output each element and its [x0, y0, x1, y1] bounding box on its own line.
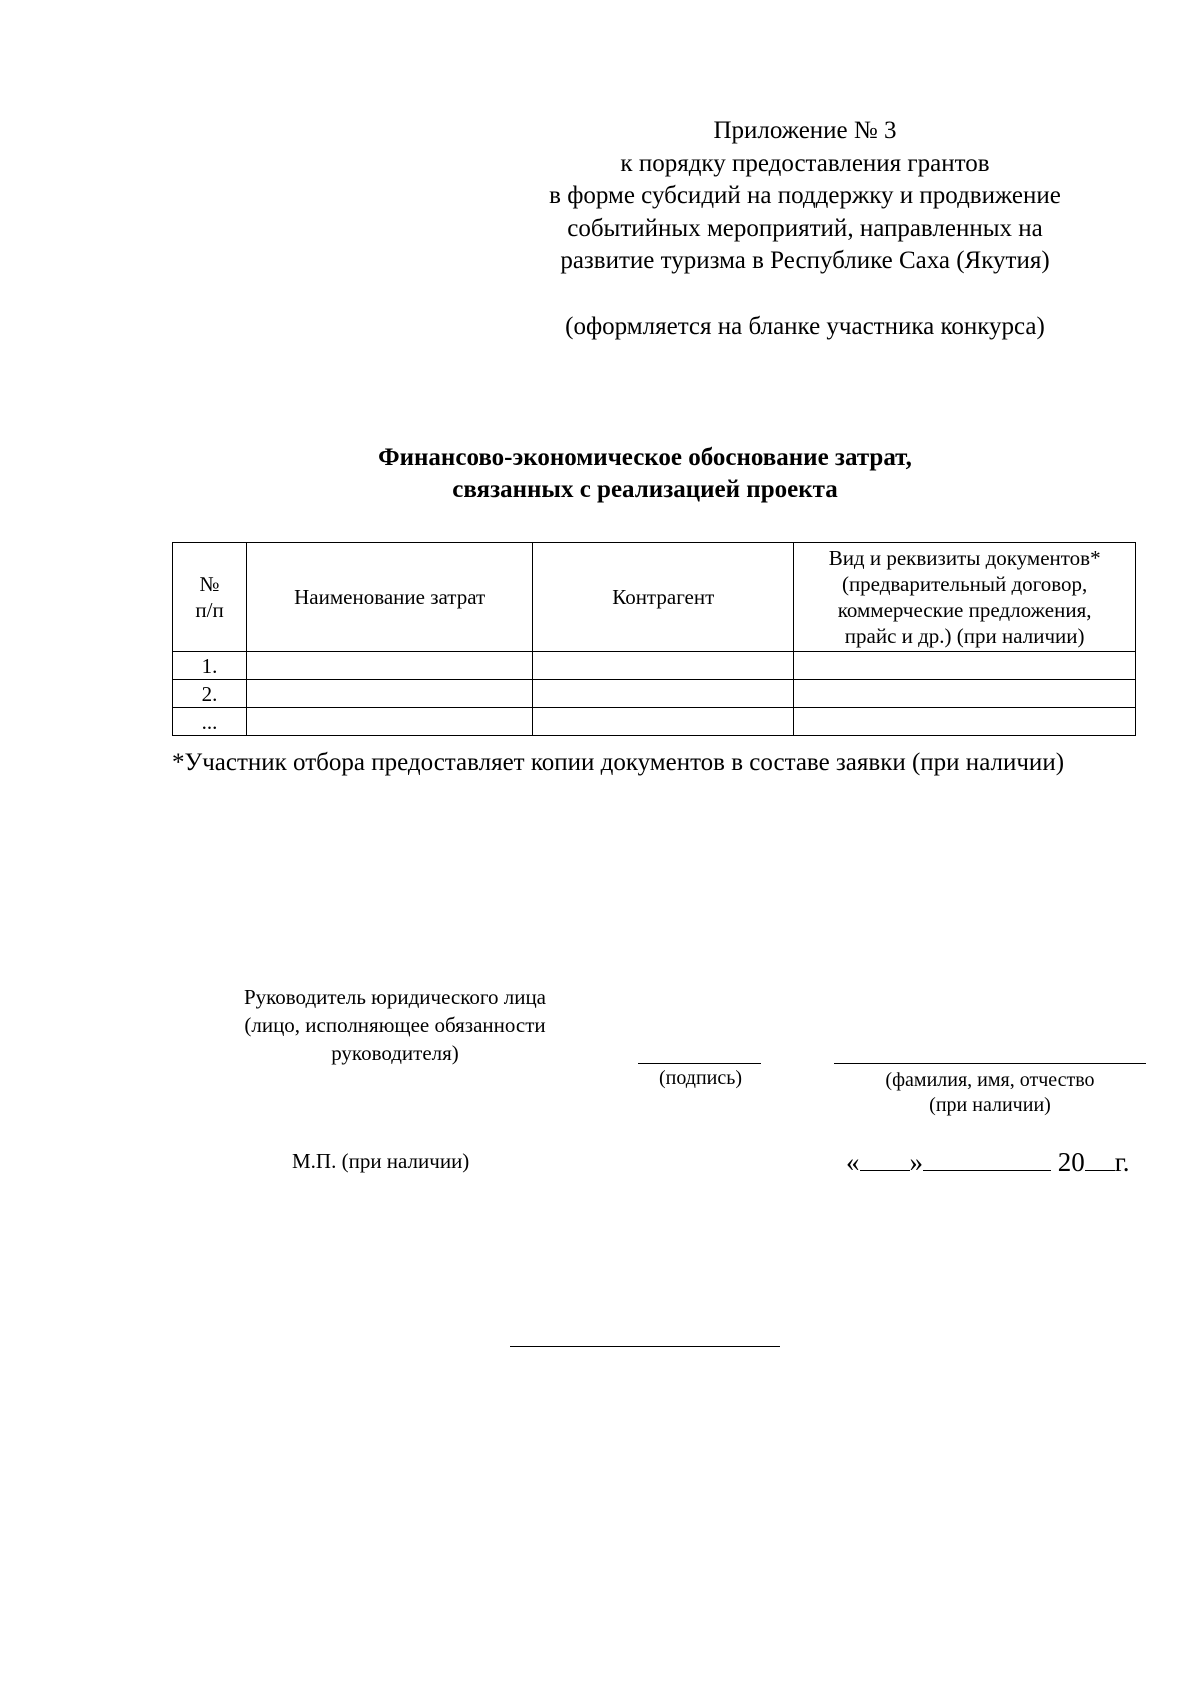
cell-num: ... — [173, 708, 247, 736]
full-name-caption-line: (фамилия, имя, отчество — [885, 1069, 1095, 1091]
signature-line[interactable] — [638, 1063, 761, 1064]
header-docs-line: Вид и реквизиты документов* — [828, 546, 1101, 570]
header-cost-name: Наименование затрат — [247, 543, 533, 652]
head-label-line: руководителя) — [331, 1041, 459, 1065]
table-header-row — [173, 543, 1136, 652]
cost-table — [172, 542, 1136, 736]
header-docs-line: (предварительный договор, — [841, 572, 1088, 596]
table-row — [173, 652, 1136, 680]
appendix-line: развитие туризма в Республике Саха (Якутия) — [560, 247, 1050, 274]
table-row — [173, 680, 1136, 708]
cell-cost-name[interactable] — [247, 652, 533, 680]
cell-documents[interactable] — [794, 680, 1136, 708]
cell-num: 1. — [173, 652, 247, 680]
header-num-line: п/п — [195, 598, 224, 622]
month-blank[interactable] — [923, 1146, 1051, 1171]
date-field — [846, 1145, 1130, 1179]
table-row — [173, 708, 1136, 736]
header-documents — [794, 543, 1136, 652]
head-label-line: Руководитель юридического лица — [243, 985, 547, 1009]
stamp-label: М.П. (при наличии) — [292, 1149, 470, 1173]
appendix-line: в форме субсидий на поддержку и продвижение — [549, 182, 1061, 209]
cell-counterparty[interactable] — [533, 652, 794, 680]
year-blank[interactable] — [1085, 1146, 1115, 1171]
footnote: *Участник отбора предоставляет копии документов в составе заявки (при наличии) — [172, 749, 1065, 776]
head-label-line: (лицо, исполняющее обязанности — [244, 1013, 546, 1037]
signature-caption-text: (подпись) — [658, 1067, 743, 1089]
header-num-line: № — [199, 572, 220, 596]
cell-cost-name[interactable] — [247, 680, 533, 708]
header-counterparty: Контрагент — [533, 543, 794, 652]
cell-documents[interactable] — [794, 652, 1136, 680]
form-note: (оформляется на бланке участника конкурса) — [565, 312, 1045, 340]
day-blank[interactable] — [860, 1146, 910, 1171]
date-open-quote: « — [846, 1147, 860, 1177]
full-name-caption-line: (при наличии) — [929, 1094, 1051, 1116]
appendix-line: событийных мероприятий, направленных на — [567, 214, 1043, 242]
document-title — [150, 442, 1140, 506]
signature-caption — [638, 1066, 763, 1091]
date-close-quote: » — [909, 1147, 923, 1177]
cell-documents[interactable] — [794, 708, 1136, 736]
cell-counterparty[interactable] — [533, 708, 794, 736]
header-docs-line: прайс и др.) (при наличии) — [844, 624, 1085, 648]
appendix-line: к порядку предоставления грантов — [620, 149, 990, 177]
title-line: Финансово-экономическое обоснование затрат, — [378, 444, 912, 471]
title-line: связанных с реализацией проекта — [452, 476, 838, 503]
full-name-line[interactable] — [834, 1063, 1146, 1064]
appendix-line: Приложение № 3 — [713, 117, 897, 144]
cell-cost-name[interactable] — [247, 708, 533, 736]
year-prefix: 20 — [1057, 1147, 1085, 1177]
head-label — [205, 983, 585, 1067]
cell-counterparty[interactable] — [533, 680, 794, 708]
bottom-separator — [510, 1346, 780, 1347]
header-docs-line: коммерческие предложения, — [837, 598, 1092, 622]
year-suffix: г. — [1114, 1147, 1130, 1177]
full-name-caption — [834, 1068, 1146, 1118]
header-num — [173, 543, 247, 652]
cell-num: 2. — [173, 680, 247, 708]
appendix-header — [510, 115, 1100, 343]
